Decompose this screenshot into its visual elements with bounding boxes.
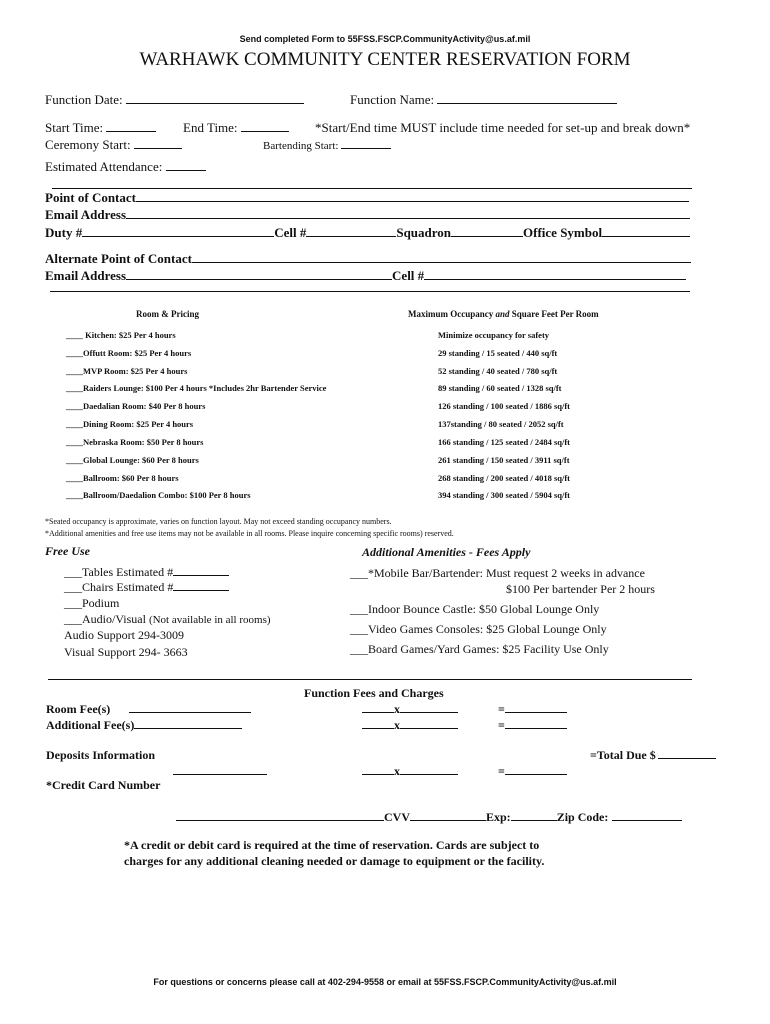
exp-field[interactable] [511, 809, 557, 821]
room-item[interactable]: ____MVP Room: $25 Per 4 hours [66, 366, 188, 376]
additional-fee-rate-field[interactable] [400, 717, 458, 729]
room-pricing-header: Room & Pricing [136, 309, 199, 319]
bartending-start-field[interactable] [341, 139, 391, 149]
room-item[interactable]: ____ Kitchen: $25 Per 4 hours [66, 330, 176, 340]
zip-label: Zip Code: [556, 810, 609, 824]
additional-fee-qty-field[interactable] [362, 717, 394, 729]
deposit-qty [362, 763, 458, 779]
divider [50, 291, 690, 292]
room-occupancy: 29 standing / 15 seated / 440 sq/ft [438, 348, 558, 358]
additional-fee-qty [362, 717, 458, 733]
room-occupancy: Minimize occupancy for safety [438, 330, 550, 340]
credit-card-label: *Credit Card Number [46, 778, 161, 792]
podium-item[interactable]: ___Podium [64, 596, 120, 610]
room-occupancy: 126 standing / 100 seated / 1886 sq/ft [438, 401, 570, 411]
x-mark: x [394, 702, 400, 716]
room-fee-row [46, 701, 251, 717]
audio-support: Audio Support 294-3009 [64, 628, 184, 642]
email-label: Email Address [45, 207, 127, 222]
attendance-field[interactable] [166, 159, 206, 171]
deposits-label: Deposits Information [46, 748, 156, 762]
bartending-start-label: Bartending Start: [263, 140, 339, 152]
end-time-label: End Time: [183, 120, 238, 135]
function-date-row [45, 92, 304, 108]
ceremony-start-row [45, 137, 182, 153]
alt-poc-label: Alternate Point of Contact [45, 251, 192, 266]
alt-cell-label: Cell # [392, 268, 425, 283]
bounce-castle-item[interactable]: ___Indoor Bounce Castle: $50 Global Lounge Only [350, 602, 600, 616]
av-note: (Not available in all rooms) [148, 614, 271, 626]
deposit-total-field[interactable] [505, 763, 567, 775]
deposit-rate-field[interactable] [400, 763, 458, 775]
function-name-row [350, 92, 617, 108]
bartending-start-row [263, 139, 391, 152]
office-symbol-label: Office Symbol [523, 225, 603, 240]
duty-row [45, 225, 690, 241]
visual-support: Visual Support 294- 3663 [64, 645, 188, 659]
room-occupancy: 89 standing / 60 seated / 1328 sq/ft [438, 383, 562, 393]
room-occupancy: 166 standing / 125 seated / 2484 sq/ft [438, 437, 570, 447]
zip-field[interactable] [612, 809, 682, 821]
room-occupancy: 261 standing / 150 seated / 3911 sq/ft [438, 455, 570, 465]
additional-fee-field[interactable] [134, 717, 242, 729]
cell-field[interactable] [306, 225, 396, 237]
mobile-bar-item[interactable]: ___*Mobile Bar/Bartender: Must request 2 weeks in advance [350, 566, 645, 580]
send-to-line: Send completed Form to 55FSS.FSCP.CommunityActivity@us.af.mil [239, 34, 531, 44]
chairs-field[interactable] [173, 579, 229, 591]
cvv-label: CVV [384, 810, 410, 824]
cvv-field[interactable] [410, 809, 486, 821]
poc-row [45, 190, 689, 206]
additional-fee-label: Additional Fee(s) [46, 718, 135, 732]
squadron-label: Squadron [396, 225, 452, 240]
room-fee-rate-field[interactable] [400, 701, 458, 713]
duty-label: Duty # [45, 225, 83, 240]
alt-cell-field[interactable] [424, 268, 686, 280]
amenities-note: *Additional amenities and free use items may not be available in all rooms. Please inquire concerning specific rooms) reserved. [45, 529, 454, 538]
poc-field[interactable] [136, 190, 689, 202]
room-fee-total-field[interactable] [505, 701, 567, 713]
function-date-label: Function Date: [45, 92, 123, 107]
room-occupancy: 268 standing / 200 seated / 4018 sq/ft [438, 473, 570, 483]
office-symbol-field[interactable] [602, 225, 690, 237]
x-mark: x [394, 764, 400, 778]
footer-contact: For questions or concerns please call at 402-294-9558 or email at 55FSS.FSCP.CommunityActivity@us.af.mil [153, 977, 617, 987]
room-item[interactable]: ____Offutt Room: $25 Per 4 hours [66, 348, 192, 358]
room-occupancy: 52 standing / 40 seated / 780 sq/ft [438, 366, 558, 376]
occupancy-note: *Seated occupancy is approximate, varies on function layout. May not exceed standing occupancy numbers. [45, 517, 392, 526]
squadron-field[interactable] [451, 225, 523, 237]
tables-row [64, 564, 229, 580]
occupancy-header-b: Square Feet Per Room [509, 309, 599, 319]
alt-email-label: Email Address [45, 268, 127, 283]
start-time-field[interactable] [106, 120, 156, 132]
poc-label: Point of Contact [45, 190, 136, 205]
card-details-row [176, 809, 682, 825]
room-occupancy: 394 standing / 300 seated / 5904 sq/ft [438, 490, 570, 500]
board-games-item[interactable]: ___Board Games/Yard Games: $25 Facility Use Only [350, 642, 609, 656]
total-due-row [590, 747, 716, 763]
video-games-item[interactable]: ___Video Games Consoles: $25 Global Lounge Only [350, 622, 607, 636]
chairs-row [64, 579, 229, 595]
ceremony-start-label: Ceremony Start: [45, 137, 131, 152]
free-use-title: Free Use [45, 544, 90, 558]
room-item[interactable]: ____Ballroom/Daedalion Combo: $100 Per 8 hours [66, 490, 251, 500]
alt-poc-field[interactable] [192, 251, 691, 263]
alt-poc-row [45, 251, 691, 267]
tables-field[interactable] [173, 564, 229, 576]
ceremony-start-field[interactable] [134, 137, 182, 149]
deposit-qty-field[interactable] [362, 763, 394, 775]
room-fee-label: Room Fee(s) [46, 702, 111, 716]
room-item[interactable]: ____Ballroom: $60 Per 8 hours [66, 473, 179, 483]
room-item[interactable]: ____Raiders Lounge: $100 Per 4 hours *Includes 2hr Bartender Service [66, 383, 327, 393]
page-title: WARHAWK COMMUNITY CENTER RESERVATION FORM [139, 49, 631, 70]
amenities-title: Additional Amenities - Fees Apply [362, 545, 531, 559]
alt-email-row [45, 268, 686, 284]
room-item[interactable]: ____Dining Room: $25 Per 4 hours [66, 419, 194, 429]
av-label: ___Audio/Visual [64, 612, 149, 626]
deposit-total [498, 763, 567, 779]
eq-mark: = [498, 718, 505, 732]
occupancy-header-a: Maximum Occupancy [408, 309, 496, 319]
end-time-row [183, 120, 289, 136]
email-row [45, 207, 690, 223]
chairs-label: ___Chairs Estimated # [64, 580, 174, 594]
card-note-line1: *A credit or debit card is required at the time of reservation. Cards are subject to [124, 838, 540, 852]
email-field[interactable] [126, 207, 690, 219]
room-item[interactable]: ____Global Lounge: $60 Per 8 hours [66, 455, 199, 465]
start-time-row [45, 120, 156, 136]
room-fee-total [498, 701, 567, 717]
av-item[interactable] [64, 612, 271, 627]
cell-label: Cell # [274, 225, 307, 240]
eq-mark: = [498, 764, 505, 778]
total-due-label: =Total Due $ [590, 748, 656, 762]
card-note-line2: charges for any additional cleaning needed or damage to equipment or the facility. [124, 854, 545, 868]
duty-field[interactable] [82, 225, 274, 237]
deposit-field-row [173, 763, 267, 779]
exp-label: Exp: [486, 810, 511, 824]
alt-email-field[interactable] [126, 268, 392, 280]
divider [48, 679, 692, 680]
tables-label: ___Tables Estimated # [64, 565, 174, 579]
attendance-label: Estimated Attendance: [45, 159, 163, 174]
total-due-field[interactable] [658, 747, 716, 759]
start-time-label: Start Time: [45, 120, 104, 135]
deposit-field[interactable] [173, 763, 267, 775]
function-name-label: Function Name: [350, 92, 435, 107]
occupancy-header-and: and [495, 309, 510, 319]
function-name-field[interactable] [437, 92, 617, 104]
x-mark: x [394, 718, 400, 732]
additional-fee-total [498, 717, 567, 733]
additional-fee-total-field[interactable] [505, 717, 567, 729]
additional-fee-row [46, 717, 242, 733]
room-fee-qty [362, 701, 458, 717]
room-fee-qty-field[interactable] [362, 701, 394, 713]
card-number-field[interactable] [176, 809, 384, 821]
room-occupancy: 137standing / 80 seated / 2052 sq/ft [438, 419, 564, 429]
occupancy-header [408, 309, 599, 319]
room-item[interactable]: ____Nebraska Room: $50 Per 8 hours [66, 437, 204, 447]
function-date-field[interactable] [126, 92, 304, 104]
end-time-field[interactable] [241, 120, 289, 132]
room-item[interactable]: ____Daedalian Room: $40 Per 8 hours [66, 401, 206, 411]
time-note: *Start/End time MUST include time needed for set-up and break down* [315, 120, 691, 135]
attendance-row [45, 159, 206, 175]
eq-mark: = [498, 702, 505, 716]
fees-title: Function Fees and Charges [304, 686, 444, 700]
divider [52, 188, 692, 189]
mobile-bar-price: $100 Per bartender Per 2 hours [506, 582, 655, 596]
room-fee-field[interactable] [129, 701, 251, 713]
